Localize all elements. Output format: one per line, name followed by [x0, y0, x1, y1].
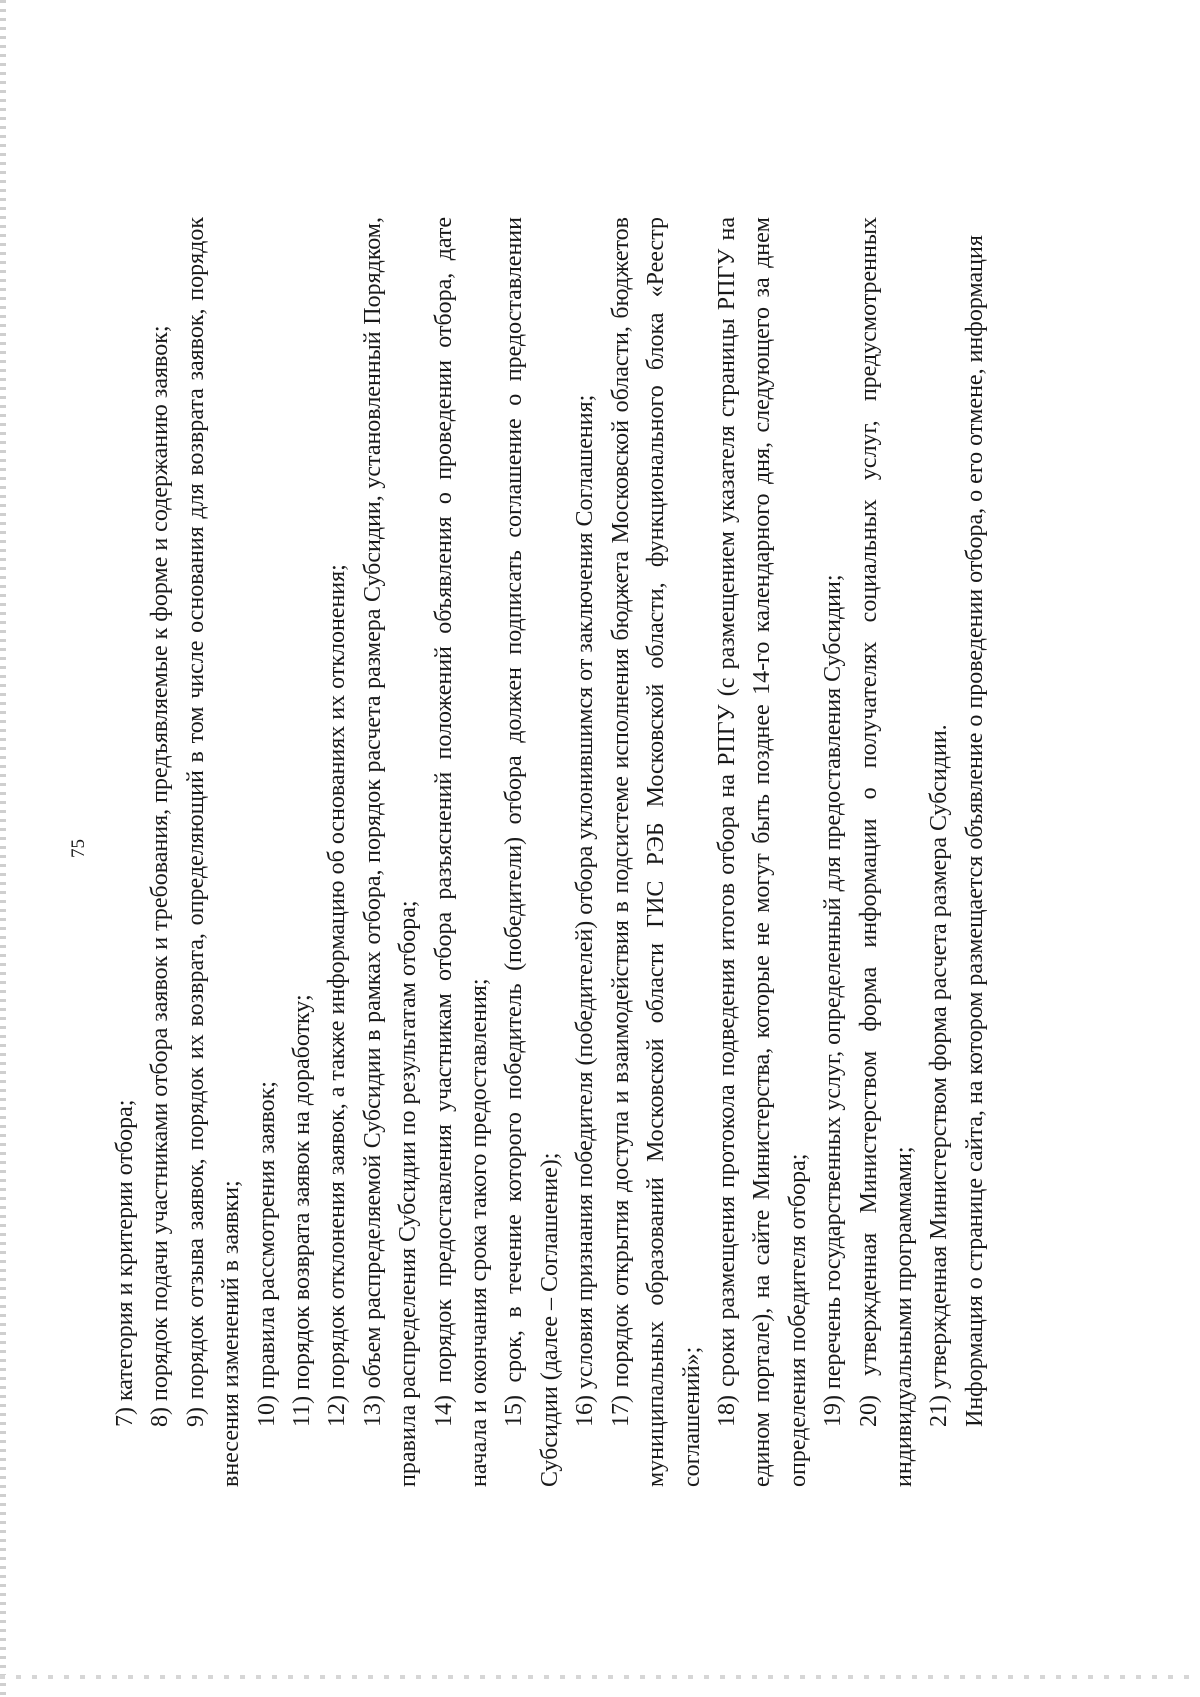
list-item-10: 10) правила рассмотрения заявок;	[253, 1081, 280, 1427]
document-body	[108, 217, 993, 1487]
list-item-20: 20) утвержденная Министерством форма информации о получателях социальных услуг, предусмотренных индивидуальными программами;	[855, 217, 917, 1487]
list-item-15: 15) срок, в течение которого победитель (победители) отбора должен подписать соглашение о предоставлении Субсидии (далее – Соглашение);	[501, 217, 563, 1487]
list-item-9: 9) порядок отзыва заявок, порядок их возврата, определяющий в том числе основания для возврата заявок, порядок внесения изменений в заявки;	[182, 217, 245, 1487]
list-item-12: 12) порядок отклонения заявок, а также информацию об основаниях их отклонения;	[324, 564, 351, 1427]
list-item-16: 16) условия признания победителя (победителей) отбора уклонившимся от заключения Соглашения;	[572, 394, 599, 1427]
list-item-14: 14) порядок предоставления участникам отбора разъяснений положений объявления о проведении отбора, дате начала и окончания срока такого предоставления;	[430, 217, 493, 1487]
list-item-8: 8) порядок подачи участниками отбора заявок и требования, предъявляемые к форме и содержанию заявок;	[147, 325, 174, 1427]
list-item-21: 21) утвержденная Министерством форма расчета размера Субсидии.	[926, 724, 953, 1427]
closing-paragraph: Информация о странице сайта, на котором размещается объявление о проведении отбора, о его отмене, информация	[961, 235, 988, 1427]
page-number: 75	[68, 839, 89, 858]
list-item-17: 17) порядок открытия доступа и взаимодействия в подсистеме исполнения бюджета Московской области, бюджетов муниципальных образований Московской области ГИС РЭБ Московской области, функционального блока «Реестр соглашений»;	[607, 217, 705, 1487]
list-item-18: 18) сроки размещения протокола подведения итогов отбора на РПГУ (с размещением указателя страницы РПГУ на едином портале), на сайте Министерства, которые не могут быть позднее 14-го календарного дня, следующего за днем определения победителя отбора;	[713, 217, 811, 1487]
list-item-11: 11) порядок возврата заявок на доработку;	[289, 994, 316, 1427]
list-item-19: 19) перечень государственных услуг, определенный для предоставления Субсидии;	[820, 574, 847, 1427]
list-item-13: 13) объем распределяемой Субсидии в рамках отбора, порядок расчета размера Субсидии, установленный Порядком, правила распределения Субсидии по результатам отбора;	[359, 217, 422, 1487]
list-item-7: 7) категория и критерии отбора;	[112, 1099, 138, 1427]
